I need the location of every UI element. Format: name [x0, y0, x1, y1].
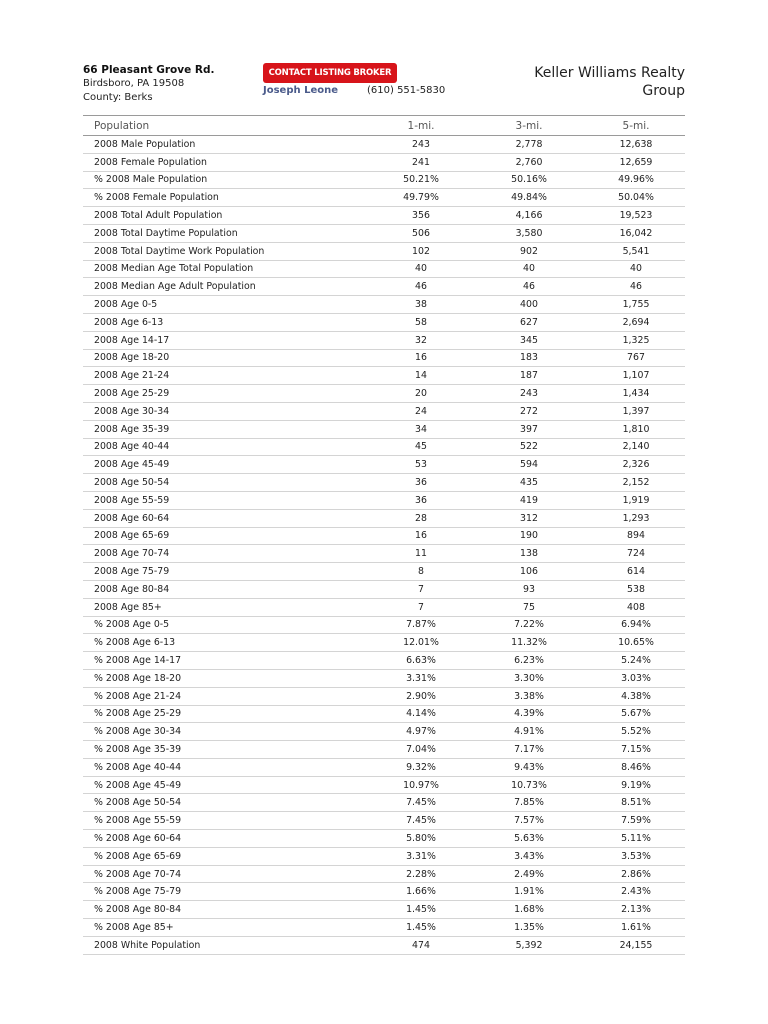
value-5-mi: 46 — [630, 281, 642, 293]
value-1-mi: 8 — [418, 566, 424, 578]
brokerage-name-line1: Keller Williams Realty — [534, 65, 685, 81]
row-label: 2008 Age 30-34 — [94, 405, 170, 417]
table-row — [83, 812, 685, 830]
value-5-mi: 6.94% — [621, 619, 651, 631]
agent-name: Joseph Leone — [263, 85, 339, 96]
value-1-mi: 38 — [415, 299, 427, 311]
value-1-mi: 34 — [415, 423, 427, 435]
value-3-mi: 3.38% — [514, 690, 544, 702]
value-5-mi: 1,810 — [622, 423, 650, 435]
value-3-mi: 1.91% — [514, 886, 544, 898]
row-label: 2008 Male Population — [94, 138, 196, 150]
table-row — [83, 331, 685, 349]
value-3-mi: 5.63% — [514, 832, 544, 844]
value-1-mi: 40 — [415, 263, 427, 275]
value-3-mi: 397 — [520, 423, 538, 435]
value-1-mi: 32 — [415, 334, 427, 346]
value-5-mi: 3.03% — [621, 672, 651, 684]
row-label: % 2008 Age 21-24 — [94, 690, 182, 702]
value-5-mi: 4.38% — [621, 690, 651, 702]
value-1-mi: 356 — [412, 210, 430, 222]
table-row — [83, 491, 685, 509]
table-row — [83, 456, 685, 474]
value-3-mi: 3,580 — [515, 227, 543, 239]
row-label: % 2008 Age 85+ — [94, 921, 174, 933]
value-3-mi: 106 — [520, 566, 538, 578]
table-row — [83, 420, 685, 438]
value-5-mi: 538 — [627, 583, 645, 595]
value-5-mi: 894 — [627, 530, 645, 542]
table-row — [83, 509, 685, 527]
value-3-mi: 1.35% — [514, 921, 544, 933]
value-3-mi: 183 — [520, 352, 538, 364]
value-5-mi: 767 — [627, 352, 645, 364]
table-header-row — [83, 116, 685, 136]
value-1-mi: 474 — [412, 939, 430, 951]
value-1-mi: 241 — [412, 156, 430, 168]
table-row — [83, 616, 685, 634]
value-3-mi: 4.39% — [514, 708, 544, 720]
table-row — [83, 598, 685, 616]
row-label: % 2008 Age 18-20 — [94, 672, 182, 684]
row-label: 2008 Age 75-79 — [94, 566, 170, 578]
value-5-mi: 2,152 — [622, 477, 650, 489]
table-row — [83, 313, 685, 331]
value-1-mi: 5.80% — [406, 832, 436, 844]
value-5-mi: 1,755 — [622, 299, 650, 311]
value-5-mi: 49.96% — [618, 174, 654, 186]
value-5-mi: 724 — [627, 548, 645, 560]
table-row — [83, 224, 685, 242]
value-1-mi: 36 — [415, 494, 427, 506]
row-label: 2008 Age 55-59 — [94, 494, 170, 506]
agent-phone: (610) 551-5830 — [367, 85, 446, 96]
value-1-mi: 53 — [415, 459, 427, 471]
value-3-mi: 49.84% — [511, 192, 547, 204]
value-5-mi: 5.52% — [621, 726, 651, 738]
column-header-population: Population — [94, 119, 150, 132]
table-row — [83, 402, 685, 420]
value-3-mi: 50.16% — [511, 174, 547, 186]
row-label: 2008 Age 0-5 — [94, 299, 158, 311]
value-5-mi: 7.59% — [621, 815, 651, 827]
value-5-mi: 8.51% — [621, 797, 651, 809]
table-row — [83, 171, 685, 189]
value-5-mi: 50.04% — [618, 192, 654, 204]
value-3-mi: 7.57% — [514, 815, 544, 827]
row-label: % 2008 Male Population — [94, 174, 208, 186]
table-row — [83, 634, 685, 652]
value-3-mi: 4,166 — [515, 210, 543, 222]
value-3-mi: 190 — [520, 530, 538, 542]
table-row — [83, 847, 685, 865]
report-header — [0, 0, 768, 110]
table-row — [83, 652, 685, 670]
value-1-mi: 7.87% — [406, 619, 436, 631]
row-label: % 2008 Age 30-34 — [94, 726, 182, 738]
value-5-mi: 1,434 — [622, 388, 650, 400]
row-label: 2008 Female Population — [94, 156, 207, 168]
value-5-mi: 5,541 — [622, 245, 650, 257]
value-1-mi: 9.32% — [406, 761, 436, 773]
value-1-mi: 58 — [415, 316, 427, 328]
value-3-mi: 400 — [520, 299, 538, 311]
table-row — [83, 705, 685, 723]
value-1-mi: 4.97% — [406, 726, 436, 738]
row-label: % 2008 Age 55-59 — [94, 815, 182, 827]
value-3-mi: 2,778 — [515, 138, 543, 150]
value-3-mi: 4.91% — [514, 726, 544, 738]
row-label: 2008 Age 65-69 — [94, 530, 170, 542]
value-5-mi: 5.11% — [621, 832, 651, 844]
contact-listing-broker-button[interactable]: CONTACT LISTING BROKER — [263, 63, 397, 83]
row-label: 2008 Age 6-13 — [94, 316, 164, 328]
value-3-mi: 138 — [520, 548, 538, 560]
row-label: 2008 Age 45-49 — [94, 459, 170, 471]
row-label: % 2008 Age 45-49 — [94, 779, 182, 791]
value-5-mi: 7.15% — [621, 743, 651, 755]
value-1-mi: 10.97% — [403, 779, 439, 791]
column-header-5-mi: 5-mi. — [622, 119, 650, 132]
row-label: 2008 Age 85+ — [94, 601, 162, 613]
table-row — [83, 242, 685, 260]
value-5-mi: 5.67% — [621, 708, 651, 720]
table-row — [83, 794, 685, 812]
value-5-mi: 24,155 — [619, 939, 653, 951]
value-1-mi: 4.14% — [406, 708, 436, 720]
value-5-mi: 1,293 — [622, 512, 650, 524]
value-3-mi: 46 — [523, 281, 535, 293]
value-3-mi: 7.85% — [514, 797, 544, 809]
value-5-mi: 19,523 — [619, 210, 653, 222]
value-3-mi: 40 — [523, 263, 535, 275]
value-5-mi: 3.53% — [621, 850, 651, 862]
value-5-mi: 408 — [627, 601, 645, 613]
value-3-mi: 11.32% — [511, 637, 547, 649]
table-row — [83, 278, 685, 296]
value-5-mi: 40 — [630, 263, 642, 275]
value-5-mi: 2.43% — [621, 886, 651, 898]
table-row — [83, 527, 685, 545]
row-label: 2008 Age 60-64 — [94, 512, 170, 524]
value-3-mi: 2.49% — [514, 868, 544, 880]
value-3-mi: 93 — [523, 583, 535, 595]
table-row — [83, 438, 685, 456]
value-5-mi: 1,397 — [622, 405, 650, 417]
table-row — [83, 296, 685, 314]
value-1-mi: 243 — [412, 138, 430, 150]
row-label: % 2008 Age 70-74 — [94, 868, 182, 880]
value-5-mi: 1,919 — [622, 494, 650, 506]
table-row — [83, 723, 685, 741]
value-1-mi: 14 — [415, 370, 427, 382]
value-3-mi: 272 — [520, 405, 538, 417]
value-3-mi: 9.43% — [514, 761, 544, 773]
row-label: % 2008 Female Population — [94, 192, 219, 204]
value-3-mi: 3.30% — [514, 672, 544, 684]
value-3-mi: 7.22% — [514, 619, 544, 631]
value-3-mi: 5,392 — [515, 939, 543, 951]
value-5-mi: 5.24% — [621, 655, 651, 666]
row-label: % 2008 Age 14-17 — [94, 655, 182, 666]
row-label: 2008 Total Daytime Population — [94, 227, 238, 239]
value-5-mi: 16,042 — [619, 227, 653, 239]
value-5-mi: 9.19% — [621, 779, 651, 791]
population-table — [83, 115, 685, 955]
value-1-mi: 20 — [415, 388, 427, 400]
value-1-mi: 12.01% — [403, 637, 439, 649]
table-row — [83, 474, 685, 492]
value-3-mi: 345 — [520, 334, 538, 346]
value-1-mi: 50.21% — [403, 174, 439, 186]
row-label: % 2008 Age 25-29 — [94, 708, 182, 720]
table-row — [83, 919, 685, 937]
row-label: 2008 Age 14-17 — [94, 334, 170, 346]
table-body — [83, 136, 685, 955]
row-label: % 2008 Age 75-79 — [94, 886, 182, 898]
row-label: 2008 Age 25-29 — [94, 388, 170, 400]
value-5-mi: 2,326 — [622, 459, 650, 471]
property-street: 66 Pleasant Grove Rd. — [83, 64, 215, 76]
row-label: 2008 Age 50-54 — [94, 477, 170, 489]
column-header-1-mi: 1-mi. — [407, 119, 435, 132]
row-label: % 2008 Age 65-69 — [94, 850, 182, 862]
value-1-mi: 506 — [412, 227, 430, 239]
value-1-mi: 7.04% — [406, 743, 436, 755]
table-row — [83, 260, 685, 278]
table-row — [83, 687, 685, 705]
population-table-container — [83, 115, 685, 955]
table-row — [83, 741, 685, 759]
table-row — [83, 580, 685, 598]
value-1-mi: 7.45% — [406, 797, 436, 809]
row-label: % 2008 Age 0-5 — [94, 619, 170, 631]
table-row — [83, 545, 685, 563]
value-1-mi: 11 — [415, 548, 427, 560]
value-5-mi: 2,694 — [622, 316, 650, 328]
value-3-mi: 522 — [520, 441, 538, 453]
row-label: 2008 Age 80-84 — [94, 583, 170, 595]
value-1-mi: 28 — [415, 512, 427, 524]
value-1-mi: 6.63% — [406, 655, 436, 666]
value-5-mi: 1.61% — [621, 921, 651, 933]
table-row — [83, 901, 685, 919]
row-label: % 2008 Age 40-44 — [94, 761, 182, 773]
row-label: 2008 Age 35-39 — [94, 423, 170, 435]
value-1-mi: 2.28% — [406, 868, 436, 880]
value-3-mi: 75 — [523, 601, 535, 613]
property-city-state-zip: Birdsboro, PA 19508 — [83, 78, 185, 89]
value-1-mi: 102 — [412, 245, 430, 257]
value-3-mi: 1.68% — [514, 904, 544, 916]
row-label: 2008 Median Age Adult Population — [94, 281, 256, 293]
value-1-mi: 7 — [418, 601, 424, 613]
value-1-mi: 2.90% — [406, 690, 436, 702]
property-county: County: Berks — [83, 92, 153, 103]
value-3-mi: 3.43% — [514, 850, 544, 862]
value-1-mi: 24 — [415, 405, 427, 417]
table-row — [83, 669, 685, 687]
row-label: % 2008 Age 80-84 — [94, 904, 182, 916]
table-row — [83, 865, 685, 883]
row-label: 2008 Total Adult Population — [94, 210, 223, 222]
value-5-mi: 12,659 — [619, 156, 653, 168]
value-5-mi: 614 — [627, 566, 645, 578]
table-row — [83, 563, 685, 581]
row-label: 2008 White Population — [94, 939, 201, 951]
row-label: 2008 Age 21-24 — [94, 370, 170, 382]
value-1-mi: 1.66% — [406, 886, 436, 898]
column-header-3-mi: 3-mi. — [515, 119, 543, 132]
value-1-mi: 16 — [415, 530, 427, 542]
value-3-mi: 6.23% — [514, 655, 544, 666]
table-row — [83, 136, 685, 154]
value-5-mi: 2.86% — [621, 868, 651, 880]
value-1-mi: 3.31% — [406, 672, 436, 684]
table-row — [83, 385, 685, 403]
value-1-mi: 46 — [415, 281, 427, 293]
value-3-mi: 10.73% — [511, 779, 547, 791]
table-row — [83, 776, 685, 794]
row-label: 2008 Age 18-20 — [94, 352, 170, 364]
value-1-mi: 16 — [415, 352, 427, 364]
table-row — [83, 367, 685, 385]
value-5-mi: 2.13% — [621, 904, 651, 916]
value-3-mi: 627 — [520, 316, 538, 328]
row-label: 2008 Age 40-44 — [94, 441, 170, 453]
value-3-mi: 594 — [520, 459, 538, 471]
brokerage-name — [485, 64, 685, 100]
table-row — [83, 207, 685, 225]
value-1-mi: 45 — [415, 441, 427, 453]
value-1-mi: 7 — [418, 583, 424, 595]
value-1-mi: 7.45% — [406, 815, 436, 827]
row-label: 2008 Total Daytime Work Population — [94, 245, 265, 257]
table-row — [83, 189, 685, 207]
table-row — [83, 936, 685, 954]
value-5-mi: 1,107 — [622, 370, 650, 382]
row-label: % 2008 Age 50-54 — [94, 797, 182, 809]
value-5-mi: 8.46% — [621, 761, 651, 773]
value-3-mi: 419 — [520, 494, 538, 506]
table-row — [83, 153, 685, 171]
value-3-mi: 902 — [520, 245, 538, 257]
table-row — [83, 883, 685, 901]
row-label: % 2008 Age 35-39 — [94, 743, 182, 755]
value-5-mi: 1,325 — [622, 334, 650, 346]
value-3-mi: 243 — [520, 388, 538, 400]
value-3-mi: 2,760 — [515, 156, 543, 168]
brokerage-name-line2: Group — [642, 83, 685, 99]
value-3-mi: 312 — [520, 512, 538, 524]
value-1-mi: 49.79% — [403, 192, 439, 204]
table-row — [83, 758, 685, 776]
value-1-mi: 1.45% — [406, 921, 436, 933]
row-label: % 2008 Age 60-64 — [94, 832, 182, 844]
value-5-mi: 12,638 — [619, 138, 653, 150]
value-3-mi: 7.17% — [514, 743, 544, 755]
value-1-mi: 36 — [415, 477, 427, 489]
table-row — [83, 349, 685, 367]
row-label: % 2008 Age 6-13 — [94, 637, 176, 649]
value-3-mi: 435 — [520, 477, 538, 489]
value-3-mi: 187 — [520, 370, 538, 382]
table-row — [83, 830, 685, 848]
value-1-mi: 1.45% — [406, 904, 436, 916]
value-5-mi: 2,140 — [622, 441, 650, 453]
value-1-mi: 3.31% — [406, 850, 436, 862]
value-5-mi: 10.65% — [618, 637, 654, 649]
row-label: 2008 Median Age Total Population — [94, 263, 254, 275]
row-label: 2008 Age 70-74 — [94, 548, 170, 560]
